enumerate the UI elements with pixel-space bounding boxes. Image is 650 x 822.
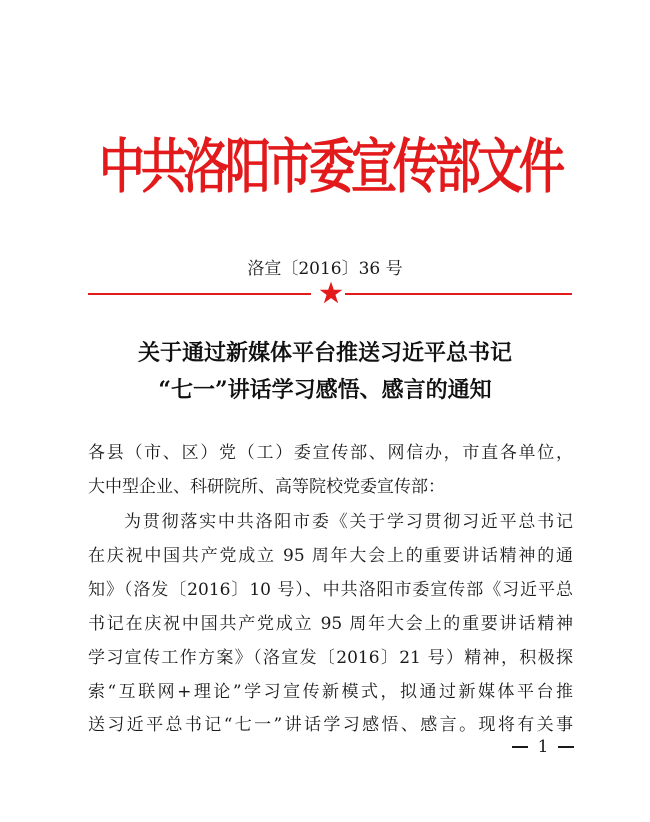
page-number-dash-right [558, 746, 574, 748]
paragraph-line: 知》（洛发〔2016〕10 号）、中共洛阳市委宣传部《习近平总 [88, 580, 573, 600]
red-rule-left [88, 293, 311, 295]
notice-title-line-1: 关于通过新媒体平台推送习近平总书记 [137, 340, 512, 366]
masthead-title: 中共洛阳市委宣传部文件 [99, 131, 561, 201]
page-number-value: 1 [537, 737, 549, 757]
paragraph-line: 送习近平总书记“七一”讲话学习感悟、感言。现将有关事 [88, 715, 573, 735]
red-star-icon [318, 280, 344, 306]
paragraph-line: 学习宣传工作方案》（洛宣发〔2016〕21 号）精神，积极探 [88, 648, 573, 668]
paragraph-line: 书记在庆祝中国共产党成立 95 周年大会上的重要讲话精神 [88, 614, 573, 634]
addressee-line: 大中型企业、科研院所、高等院校党委宣传部： [88, 477, 445, 497]
addressee-line: 各县（市、区）党（工）委宣传部、网信办，市直各单位， [88, 443, 573, 463]
paragraph-line: 索“互联网+理论”学习宣传新模式，拟通过新媒体平台推 [88, 682, 573, 702]
page-number-dash-left [512, 746, 528, 748]
document-number: 洛宣〔2016〕36 号 [247, 259, 403, 279]
notice-title-line-2: “七一”讲话学习感悟、感言的通知 [158, 377, 492, 403]
paragraph-line: 为贯彻落实中共洛阳市委《关于学习贯彻习近平总书记 [124, 512, 573, 532]
page-number [512, 736, 574, 758]
paragraph-line: 在庆祝中国共产党成立 95 周年大会上的重要讲话精神的通 [88, 546, 573, 566]
red-rule-right [345, 293, 572, 295]
